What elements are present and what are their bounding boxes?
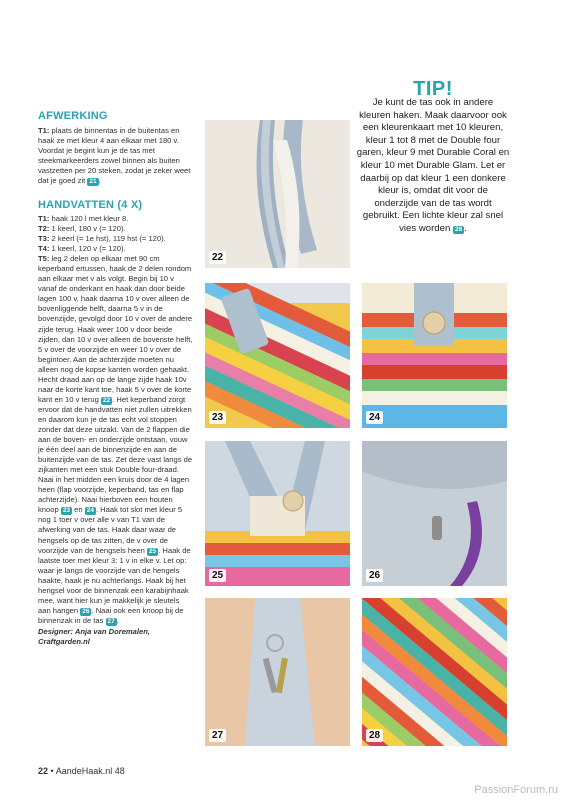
designer-name: Designer: Anja van Doremalen, <box>38 626 150 636</box>
afwerking-text: T1: plaats de binnentas in de buitentas en haak ze met kleur 4 aan elkaar met 180 v. Voordat je begint kun je de tas met steekmarkeerders zowel binnen als buiten vastzetten per 20 steken, zodat je zeker weet dat je goed zit 21 . <box>38 126 191 186</box>
photo-number: 24 <box>366 411 383 424</box>
striped-bag-photo <box>362 598 507 746</box>
photo-ref-badge: 28 <box>454 225 463 233</box>
carabiner-photo <box>362 441 507 586</box>
page-number: 22 <box>38 766 49 776</box>
magazine-name: AandeHaak.nl 48 <box>55 766 125 776</box>
afwerking-paragraph: plaats de binnentas in de buitentas en haak ze met kleur 4 aan elkaar met 180 v. Voordat je begint kun je de tas met steekmarkeerders zowel binnen als buiten vastzetten per 20 steken, zodat je zeker weet dat je goed zit <box>38 126 191 186</box>
round-text: 2 keerl (= 1e hst), 119 hst (= 120). <box>49 234 166 244</box>
round-text: . Haak de laatste toer met kleur 3: 1 v in elke v. Let op: waar je langs de voorzijde van de hengels haakte, haak je nu achterlangs. Haak bij het hengsel voor de binnenzak een karabijnhaak mee, want hier kun je makkelijk je sleutels aan hangen <box>38 545 191 615</box>
section-heading-afwerking: AFWERKING <box>38 110 108 122</box>
round-label: T1: <box>38 214 50 223</box>
bag-edge-photo <box>205 283 350 428</box>
round-label: T5: <box>38 254 50 264</box>
photo-22 <box>205 120 350 268</box>
round-label: T1: <box>38 126 50 135</box>
round-text: leg 2 delen op elkaar met 90 cm keperband ertussen, haak de 2 delen rondom aan elkaar met v als volgt. Begin bij 10 v vanaf de onderkant en haak dan door beide lagen 100 v, haak daarna 10 v over alleen de bovenliggende helft, daarna 5 v in de bovenzijde, gevolgd door 10 v over de andere zijde terug. Haak weer 100 v door beide zijden, dan 10 v over alleen de bovenste helft, 5 v over de voorzijde en weer 10 v over de begintoer. Aan de achterzijde moeten nu alleen nog de kopse kanten worden gehaakt. Hecht draad aan op de lange zijde haak 10v naar de korte kant toe, haak 5 v over de korte kant en 10 v terug <box>38 254 193 404</box>
tip-end: . <box>464 222 467 234</box>
round-text: 1 keerl, 180 v (= 120). <box>49 224 126 234</box>
round-text: . Naai ook een knoop bij de binnenzak in de tas <box>38 605 184 625</box>
photo-27 <box>205 598 350 746</box>
round-text: 1 keerl, 120 v (= 120). <box>49 244 126 254</box>
designer-credit <box>38 627 194 647</box>
photo-26 <box>362 441 507 586</box>
section-heading-handvatten: HANDVATTEN (4 X) <box>38 199 143 211</box>
tip-text: Je kunt de tas ook in andere kleuren haken. Maak daarvoor ook een kleurenkaart met 10 kleuren, kleur 1 tot 8 met de Double four garen, kleur 9 met Durable Coral en kleur 10 met Durable Glam. Let er daarbij op dat kleur 1 een donkere kleur is, omdat dit voor de onderzijde van de tas wordt gebruikt. Een lichte kleur zal snel vies worden <box>356 97 510 234</box>
photo-ref-badge: 22 <box>102 396 111 404</box>
photo-number: 25 <box>209 569 226 582</box>
tip-body <box>356 97 510 236</box>
page-footer <box>38 766 125 776</box>
round-label: T4: <box>38 244 50 254</box>
photo-ref-badge: 24 <box>86 507 94 515</box>
photo-number: 26 <box>366 569 383 582</box>
photo-number: 27 <box>209 729 226 742</box>
round-label: T3: <box>38 234 50 244</box>
photo-23 <box>205 283 350 428</box>
photo-ref-badge: 26 <box>82 607 90 615</box>
photo-28 <box>362 598 507 746</box>
keys-inside-photo <box>205 598 350 746</box>
photo-number: 28 <box>366 729 383 742</box>
round-text: . Het keperband zorgt ervoor dat de handvatten niet zullen uitrekken en daarom kun je de tas echt vol stoppen zonder dat deze uitzakt. Van de 2 flappen die aan de boven- en onderzijde ontstaan, vouw je één deel aan de binnenzijde en aan de buitenzijde van de tas. Zet deze vast langs de zijkanten met een stuk Double four-draad. Naai in het midden een kruis door de 4 lagen heen (flap voorzijde, keperband, tas en flap achterzijde). Naai hierboven een houten knoop <box>38 394 193 515</box>
button-strap-photo <box>362 283 507 428</box>
handvatten-text <box>38 214 194 647</box>
round-text: . <box>116 615 119 625</box>
photo-ref-badge: 23 <box>62 507 71 515</box>
photo-ref-badge: 27 <box>107 617 115 625</box>
round-label: T2: <box>38 224 50 234</box>
photo-ref-badge: 21 <box>89 178 97 186</box>
photo-24 <box>362 283 507 428</box>
round-text: haak 120 l met kleur 8. <box>49 214 129 223</box>
photo-ref-badge: 25 <box>148 547 157 555</box>
handle-flat-photo <box>205 120 350 268</box>
photo-25 <box>205 441 350 586</box>
round-text: . Haak tot slot met kleur 5 nog 1 toer v over alle v van T1 van de afwerking van de tas. Haak daar waar de hengsels op de tas zitten, de v over de voorzijde van de hengsels heen <box>38 505 183 555</box>
footer-separator: • <box>50 766 54 776</box>
round-text: en <box>72 505 85 515</box>
photo-number: 22 <box>209 251 226 264</box>
watermark: PassionForum.ru <box>474 784 558 796</box>
handle-join-photo <box>205 441 350 586</box>
photo-number: 23 <box>209 411 226 424</box>
tip-title: TIP! <box>413 78 453 100</box>
designer-site: Craftgarden.nl <box>38 636 90 646</box>
